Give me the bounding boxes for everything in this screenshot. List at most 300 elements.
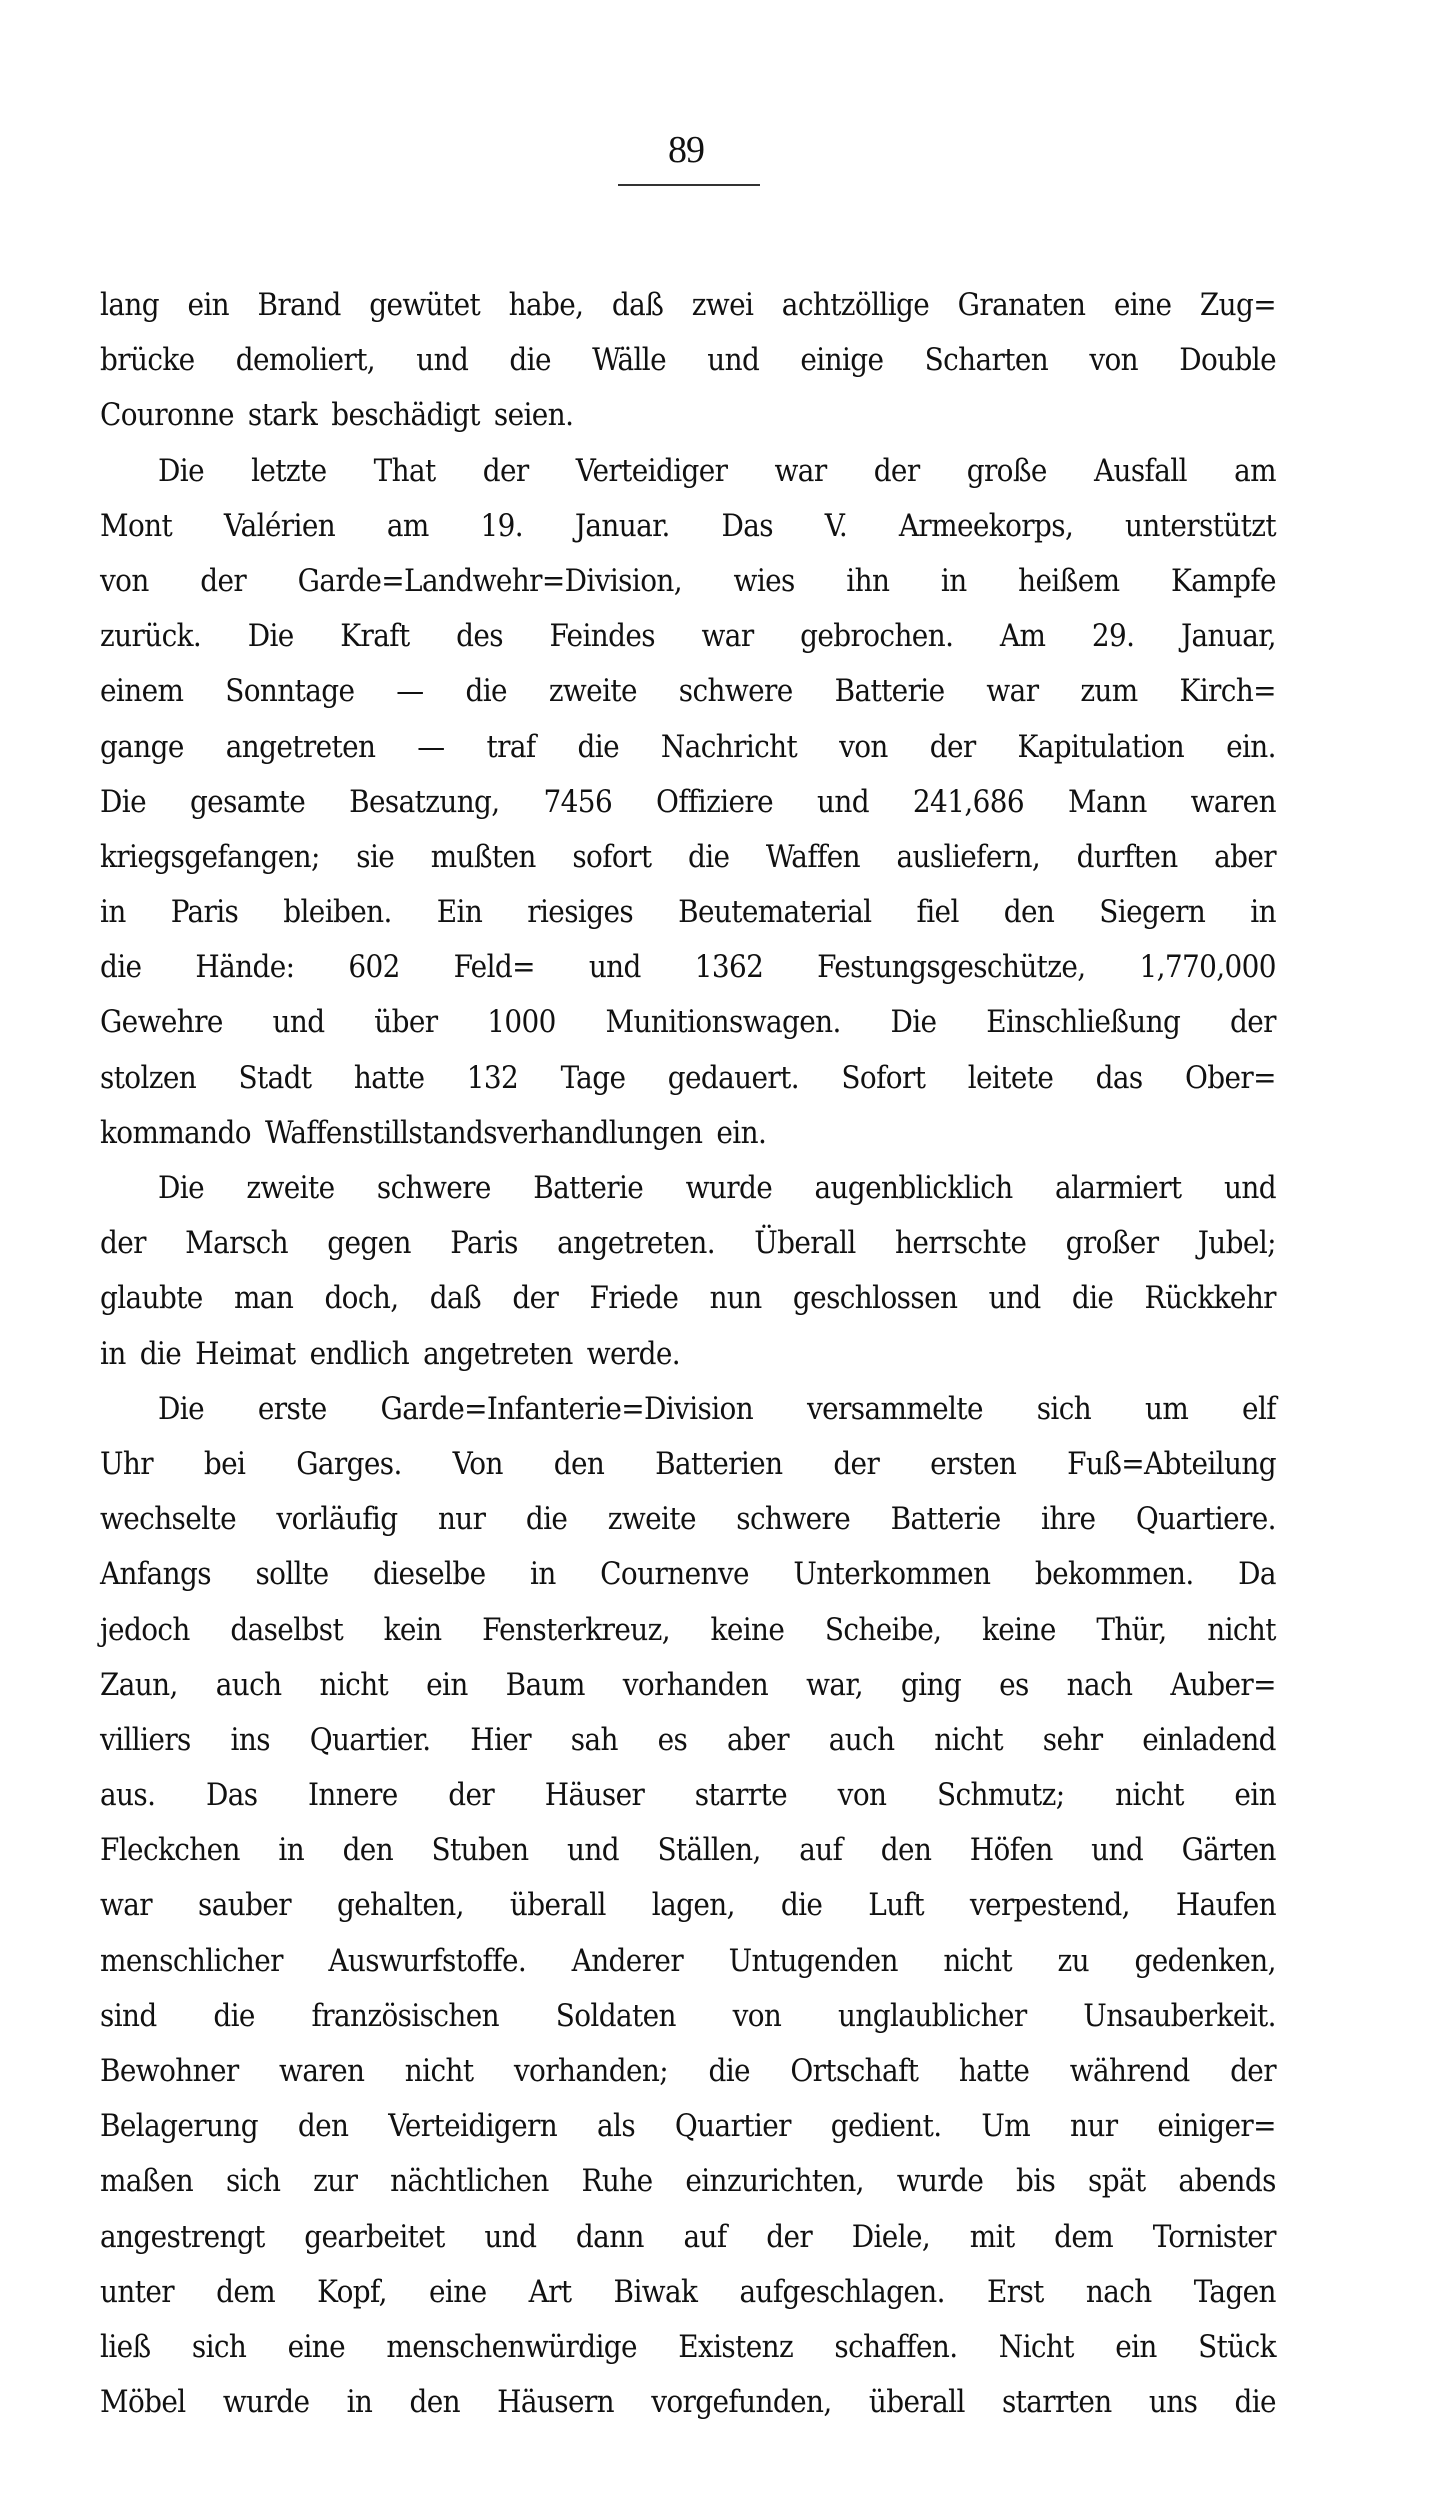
text-line [100,1713,1276,1768]
word: Waffen [765,838,861,875]
word: französischen [311,1997,500,2034]
word: beschädigt [331,397,480,434]
word: aber [1214,838,1276,875]
word: Diele, [851,2218,931,2255]
word: ein [187,287,230,323]
word: Stadt [238,1059,312,1096]
word: gegen [327,1225,411,1262]
word: am [386,507,429,544]
word: am [1234,452,1276,489]
word: Granaten [957,287,1086,323]
word: einiger= [1157,2108,1276,2145]
word: Kirch= [1179,673,1276,710]
word: elf [1242,1390,1276,1427]
word: Sofort [841,1059,926,1096]
word: der [833,1445,880,1482]
word: von [100,562,149,599]
word: Batterien [655,1445,783,1482]
word: sich [191,2328,247,2365]
word: große [966,452,1047,489]
word: Beutematerial [678,894,872,931]
word: zweite [246,1170,335,1206]
word: Nachricht [660,728,798,765]
word: Die [158,1390,204,1427]
word: eine [1113,287,1172,323]
word: auch [828,1721,895,1758]
word: eine [287,2328,346,2365]
word: die [465,673,507,710]
word: Art [528,2273,572,2310]
word: ein. [1226,728,1276,765]
word: Uhr [100,1445,154,1482]
word: Hände: [195,949,295,986]
word: 602 [348,949,400,986]
word: ein. [716,1114,767,1151]
word: die [687,838,730,875]
word: Sonntage [225,673,355,710]
word: das [1095,1059,1143,1096]
text-line [100,1327,1276,1382]
text-line [100,1878,1276,1933]
word: doch, [324,1280,399,1317]
word: wechselte [100,1501,236,1538]
text-line [100,775,1276,830]
word: einzurichten, [685,2163,864,2200]
word: des [456,618,503,655]
page-number: 89 [668,129,704,171]
word: menschenwürdige [386,2328,637,2365]
word: gearbeitet [304,2218,445,2255]
word: der [1230,2053,1276,2089]
word: Einschließung [986,1004,1181,1041]
body-text [100,278,1276,2430]
word: Ruhe [581,2163,653,2200]
word: Da [1238,1556,1276,1593]
word: und [567,1832,619,1869]
word: mußten [430,838,536,875]
word: unglaublicher [838,1997,1027,2034]
word: nicht [404,2053,474,2089]
word: wurde [896,2163,984,2200]
word: Nicht [998,2328,1074,2365]
word: Haufen [1175,1887,1276,1924]
text-line [100,1051,1276,1106]
word: ein [1115,2328,1157,2365]
word: bleiben. [283,894,392,931]
word: die [213,1997,255,2034]
word: uns [1148,2384,1198,2421]
word: Kapitulation [1017,728,1185,765]
word: war [701,618,754,655]
word: gewütet [369,287,481,323]
word: als [597,2108,636,2145]
word: Am [999,618,1046,655]
text-line [100,2320,1276,2375]
word: Ställen, [657,1832,761,1869]
word: während [1069,2053,1190,2089]
word: es [999,1666,1029,1703]
word: Hier [470,1721,531,1758]
word: es [657,1721,688,1758]
word: Quartiere. [1135,1501,1276,1538]
word: zu [1057,1942,1089,1979]
word: — [417,728,445,765]
word: schwere [376,1170,491,1206]
word: und [1223,1170,1276,1206]
word: Rückkehr [1144,1280,1276,1317]
word: von [1089,342,1139,379]
word: daß [429,1280,482,1317]
word: 1362 [694,949,764,986]
word: Kraft [340,618,410,655]
text-line [100,2375,1276,2430]
word: die [577,728,619,765]
word: Anderer [571,1942,684,1979]
word: sofort [572,838,652,875]
word: demoliert, [235,342,376,379]
word: Tage [560,1059,626,1096]
text-line [100,609,1276,664]
word: geschlossen [792,1280,958,1317]
word: nach [1085,2273,1152,2310]
word: 7456 [543,783,613,820]
word: Siegern [1099,894,1206,931]
word: der [200,562,247,599]
word: Januar, [1180,618,1276,655]
word: aber [727,1721,789,1758]
word: von [732,1997,782,2034]
text-line [100,2044,1276,2099]
word: und [988,1280,1041,1317]
word: nicht [319,1666,389,1703]
word: war [986,673,1039,710]
word: sich [1036,1390,1092,1427]
word: in [346,2384,373,2421]
word: Ein [436,894,483,931]
word: Quartier [674,2108,791,2145]
word: schwere [678,673,793,710]
text-line [100,940,1276,995]
word: auf [683,2218,727,2255]
word: gedauert. [667,1059,799,1096]
word: starrten [1001,2384,1112,2421]
word: Anfangs [100,1556,211,1593]
word: Untugenden [728,1942,898,1979]
word: sauber [198,1887,291,1924]
word: Quartier. [309,1721,431,1758]
word: gange [100,728,184,765]
text-line [100,2099,1276,2154]
word: Belagerung [100,2108,258,2145]
word: man [233,1280,294,1317]
word: traf [486,728,536,765]
word: Paris [170,894,239,931]
word: um [1144,1390,1189,1427]
word: ihre [1041,1501,1096,1538]
word: großer [1065,1225,1159,1262]
word: Das [721,507,773,544]
word: bekommen. [1034,1556,1194,1593]
word: gedenken, [1134,1942,1276,1979]
text-line [100,1437,1276,1492]
word: in [1250,894,1276,931]
word: gehalten, [336,1887,464,1924]
word: die [100,949,142,986]
word: Couronne [100,397,234,434]
word: Valérien [223,507,336,544]
word: Festungsgeschütze, [817,949,1086,986]
word: keine [710,1611,785,1648]
word: vorhanden [622,1666,769,1703]
word: 132 [466,1059,519,1096]
text-line [100,278,1276,333]
word: keine [981,1611,1056,1648]
word: war [774,452,827,489]
word: daselbst [230,1611,344,1648]
word: Batterie [834,673,945,710]
word: von [837,1777,887,1814]
word: Existenz [678,2328,794,2365]
word: daß [611,287,664,323]
word: nicht [1115,1777,1184,1814]
word: Scharten [924,342,1049,379]
word: seien. [493,397,574,434]
word: dem [1054,2218,1114,2255]
text-line [100,2265,1276,2320]
word: zweite [607,1501,696,1538]
word: waren [279,2053,365,2089]
word: kommando [100,1114,251,1151]
word: Thür, [1096,1611,1167,1648]
text-line [100,995,1276,1050]
word: schwere [736,1501,851,1538]
word: Unterkommen [793,1556,991,1593]
word: den [409,2384,460,2421]
word: Double [1179,342,1276,379]
word: den [1003,894,1055,931]
word: dieselbe [372,1556,486,1593]
word: fiel [916,894,959,931]
word: in [100,1335,126,1372]
word: Munitionswagen. [605,1004,841,1041]
word: ein [1234,1777,1276,1814]
word: den [553,1445,605,1482]
word: Stuben [431,1832,529,1869]
word: lagen, [651,1887,735,1924]
word: waren [1190,783,1276,820]
text-line [100,499,1276,554]
word: Batterie [533,1170,644,1206]
word: kein [383,1611,442,1648]
word: Jubel; [1197,1225,1276,1262]
text-line [100,333,1276,388]
word: Stück [1198,2328,1276,2365]
word: nun [709,1280,762,1317]
text-line [100,1547,1276,1602]
word: nächtlichen [390,2163,549,2200]
word: einladend [1142,1721,1276,1758]
word: Zug= [1199,287,1276,323]
word: unterstützt [1124,507,1276,544]
word: nur [1070,2108,1118,2145]
word: durften [1076,838,1178,875]
word: Schmutz; [936,1777,1065,1814]
word: ein [426,1666,468,1703]
word: und [416,342,469,379]
word: endlich [309,1335,410,1372]
word: Möbel [100,2384,186,2421]
word: nicht [943,1942,1013,1979]
word: bei [203,1445,246,1482]
word: verpestend, [969,1887,1130,1924]
word: — [396,673,424,710]
word: Fensterkreuz, [482,1611,670,1648]
word: Januar. [574,507,670,544]
word: 29. [1091,618,1135,655]
word: lang [100,287,159,323]
text-line [100,554,1276,609]
word: Kopf, [317,2273,387,2310]
word: mit [969,2218,1015,2255]
word: die [139,1335,182,1372]
word: jedoch [100,1611,190,1648]
word: 1,770,000 [1139,949,1276,986]
word: herrschte [894,1225,1027,1262]
word: der [482,452,529,489]
text-line [100,444,1276,499]
word: stark [247,397,318,434]
word: Die [890,1004,937,1041]
word: ersten [930,1445,1017,1482]
word: erste [257,1390,327,1427]
word: aufgeschlagen. [739,2273,945,2310]
word: Das [205,1777,258,1814]
word: Ortschaft [790,2053,919,2089]
word: war, [806,1666,863,1703]
word: alarmiert [1055,1170,1182,1206]
word: Feld= [453,949,535,986]
word: 241,686 [912,783,1025,820]
word: sehr [1042,1721,1103,1758]
word: Mont [100,507,173,544]
word: ihn [846,562,890,599]
word: Unsauberkeit. [1083,1997,1276,2034]
word: Höfen [969,1832,1053,1869]
word: maßen [100,2163,194,2200]
word: heißem [1018,562,1120,599]
word: Ausfall [1093,452,1187,489]
word: überall [509,1887,606,1924]
word: zwei [691,287,754,323]
word: Fleckchen [100,1832,240,1869]
word: Überall [754,1225,856,1262]
word: ging [900,1666,962,1703]
word: 19. [480,507,524,544]
word: und [1091,1832,1144,1869]
text-line [100,1161,1276,1216]
text-line [100,885,1276,940]
word: Die [100,783,146,820]
word: vorgefunden, [651,2384,832,2421]
word: ließ [100,2328,151,2365]
word: glaubte [100,1280,203,1317]
word: Scheibe, [824,1611,942,1648]
text-line [100,1216,1276,1271]
word: die [509,342,551,379]
text-line [100,1382,1276,1437]
word: zum [1080,673,1138,710]
word: über [374,1004,438,1041]
text-line [100,830,1276,885]
word: dann [575,2218,644,2255]
word: Auber= [1170,1666,1276,1703]
text-line [100,1934,1276,1989]
word: achtzöllige [781,287,930,323]
word: sie [356,838,395,875]
word: That [373,452,436,489]
word: nicht [1207,1611,1276,1648]
word: Tornister [1152,2218,1276,2255]
word: Heimat [195,1335,296,1372]
word: habe, [508,287,584,323]
text-line [100,1658,1276,1713]
word: sah [570,1721,618,1758]
word: angetreten [423,1335,573,1372]
word: Batterie [890,1501,1001,1538]
word: menschlicher [100,1942,283,1979]
word: gebrochen. [800,618,954,655]
word: der [100,1225,146,1262]
word: kriegsgefangen; [100,838,320,875]
word: stolzen [100,1059,197,1096]
word: Offiziere [656,783,774,820]
word: unter [100,2273,174,2310]
text-line [100,1989,1276,2044]
word: starrte [694,1777,788,1814]
word: Fuß=Abteilung [1067,1445,1276,1482]
word: Friede [589,1280,679,1317]
text-line [100,1492,1276,1547]
word: Häuser [544,1777,645,1814]
word: brücke [100,342,195,379]
word: in [278,1832,305,1869]
word: Feindes [549,618,655,655]
word: und [484,2218,537,2255]
word: den [880,1832,932,1869]
word: Bewohner [100,2053,239,2089]
word: nicht [934,1721,1003,1758]
word: abends [1178,2163,1276,2200]
word: die [525,1501,568,1538]
word: Kampfe [1170,562,1276,599]
word: Innere [308,1777,398,1814]
text-line [100,664,1276,719]
word: versammelte [806,1390,983,1427]
word: in [530,1556,556,1593]
word: den [342,1832,394,1869]
text-line [100,2210,1276,2265]
word: der [766,2218,813,2255]
word: sollte [255,1556,329,1593]
word: letzte [251,452,327,489]
word: hatte [958,2053,1030,2089]
word: gesamte [189,783,306,820]
word: vorläufig [276,1501,398,1538]
word: Cournenve [600,1556,749,1593]
word: und [272,1004,325,1041]
word: hatte [353,1059,425,1096]
word: bis [1016,2163,1056,2200]
